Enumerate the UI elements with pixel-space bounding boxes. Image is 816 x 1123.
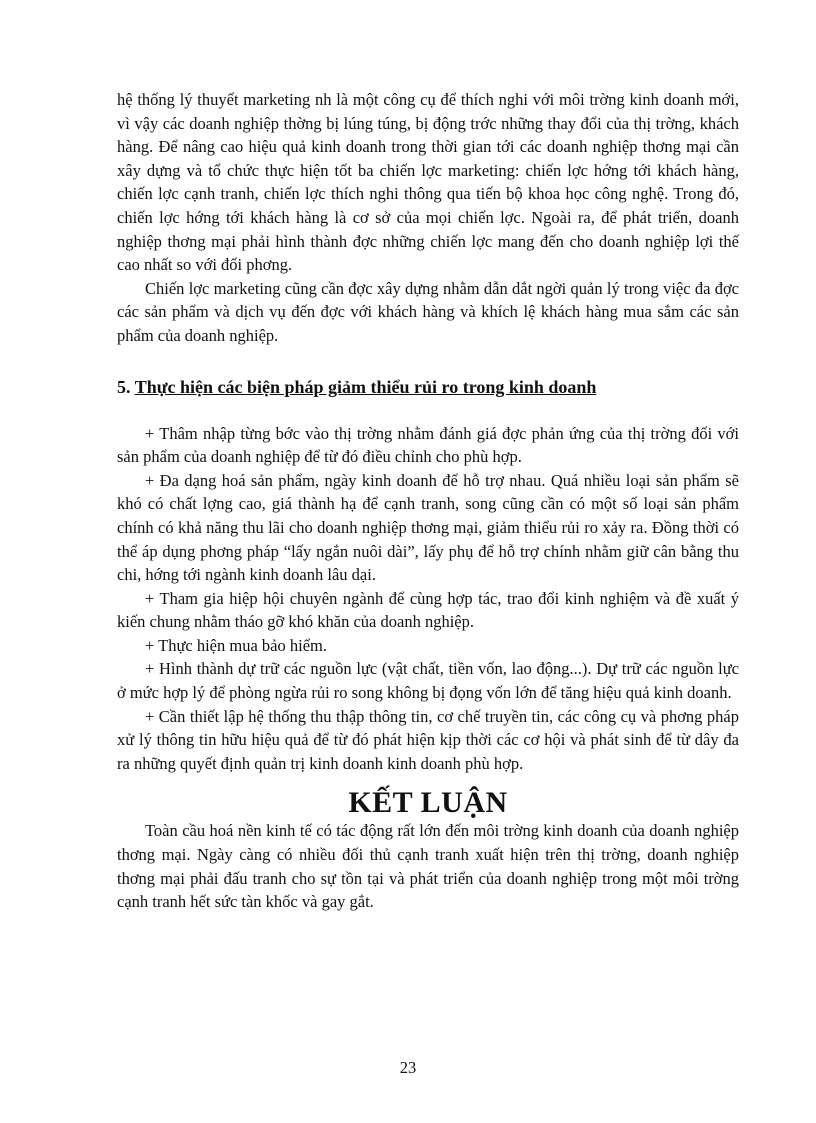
conclusion-paragraph: Toàn cầu hoá nền kinh tế có tác động rất lớn đến môi trờng kinh doanh của doanh nghiệp thơng mại. Ngày càng có nhiều đối thủ cạnh tranh xuất hiện trên thị trờng, doanh nghiệp thơng mại phải đấu tranh cho sự tồn tại và phát triển của doanh nghiệp trong một môi trờng cạnh tranh hết sức tàn khốc và gay gắt.: [117, 821, 739, 912]
body-paragraph: Chiến lợc marketing cũng cần đợc xây dựng nhằm dẫn dắt ngời quản lý trong việc đa đợc các sản phẩm và dịch vụ đến đợc với khách hàng và khích lệ khách hàng mua sắm các sản phẩm của doanh nghiệp.: [117, 278, 739, 345]
bullet-paragraph: + Tham gia hiệp hội chuyên ngành để cùng hợp tác, trao đổi kinh nghiệm và đề xuất ý kiến chung nhằm tháo gỡ khó khăn của doanh nghiệp.: [117, 588, 739, 632]
bullet-paragraph: + Đa dạng hoá sản phẩm, ngày kinh doanh để hỗ trợ nhau. Quá nhiều loại sản phẩm sẽ khó có chất lợng cao, giá thành hạ để cạnh tranh, song cũng cần có một số loại sản phẩm chính có khả năng thu lãi cho doanh nghiệp thơng mại, giảm thiểu rủi ro xảy ra. Đồng thời có thể áp dụng phơng pháp “lấy ngắn nuôi dài”, lấy phụ để hỗ trợ chính nhằm giữ cân bằng thu chi, hớng tới ngành kinh doanh lâu dại.: [117, 470, 739, 585]
section-heading: [117, 375, 739, 399]
conclusion-heading: KẾT LUẬN: [348, 786, 508, 820]
page-number: 23: [399, 1058, 417, 1077]
bullet-paragraph: + Cần thiết lập hệ thống thu thập thông tin, cơ chế truyền tin, các công cụ và phơng pháp xử lý thông tin hữu hiệu quả để từ đó phát hiện kịp thời các cơ hội và phát sinh để từ dây đa ra những quyết định quản trị kinh doanh kinh doanh phù hợp.: [117, 706, 739, 773]
section-number: 5.: [117, 376, 131, 397]
bullet-paragraph: + Thâm nhập từng bớc vào thị trờng nhằm đánh giá đợc phản ứng của thị trờng đối với sản phẩm của doanh nghiệp để từ đó điều chỉnh cho phù hợp.: [117, 423, 739, 467]
bullet-paragraph: + Thực hiện mua bảo hiểm.: [145, 635, 327, 655]
bullet-paragraph: + Hình thành dự trữ các nguồn lực (vật chất, tiền vốn, lao động...). Dự trữ các nguồn lực ở mức hợp lý để phòng ngừa rủi ro song không bị đọng vốn lớn để tăng hiệu quả kinh doanh.: [117, 659, 739, 703]
document-page: [117, 88, 739, 914]
section-title: Thực hiện các biện pháp giảm thiểu rủi ro trong kinh doanh: [134, 376, 597, 397]
body-paragraph: hệ thống lý thuyết marketing nh là một công cụ để thích nghi với môi trờng kinh doanh mới, vì vậy các doanh nghiệp thờng bị lúng túng, bị động trớc những thay đổi của thị trờng, khách hàng. Để nâng cao hiệu quả kinh doanh trong thời gian tới các doanh nghiệp thơng mại cần xây dựng và tổ chức thực hiện tốt ba chiến lợc marketing: chiến lợc hớng tới khách hàng, chiến lợc cạnh tranh, chiến lợc thích nghi thông qua tiến bộ khoa học công nghệ. Trong đó, chiến lợc hớng tới khách hàng là cơ sở của mọi chiến lợc. Ngoài ra, để phát triển, doanh nghiệp thơng mại phải hình thành đợc những chiến lợc mang đến cho doanh nghiệp lợi thế cao nhất so với đối phơng.: [117, 90, 739, 275]
